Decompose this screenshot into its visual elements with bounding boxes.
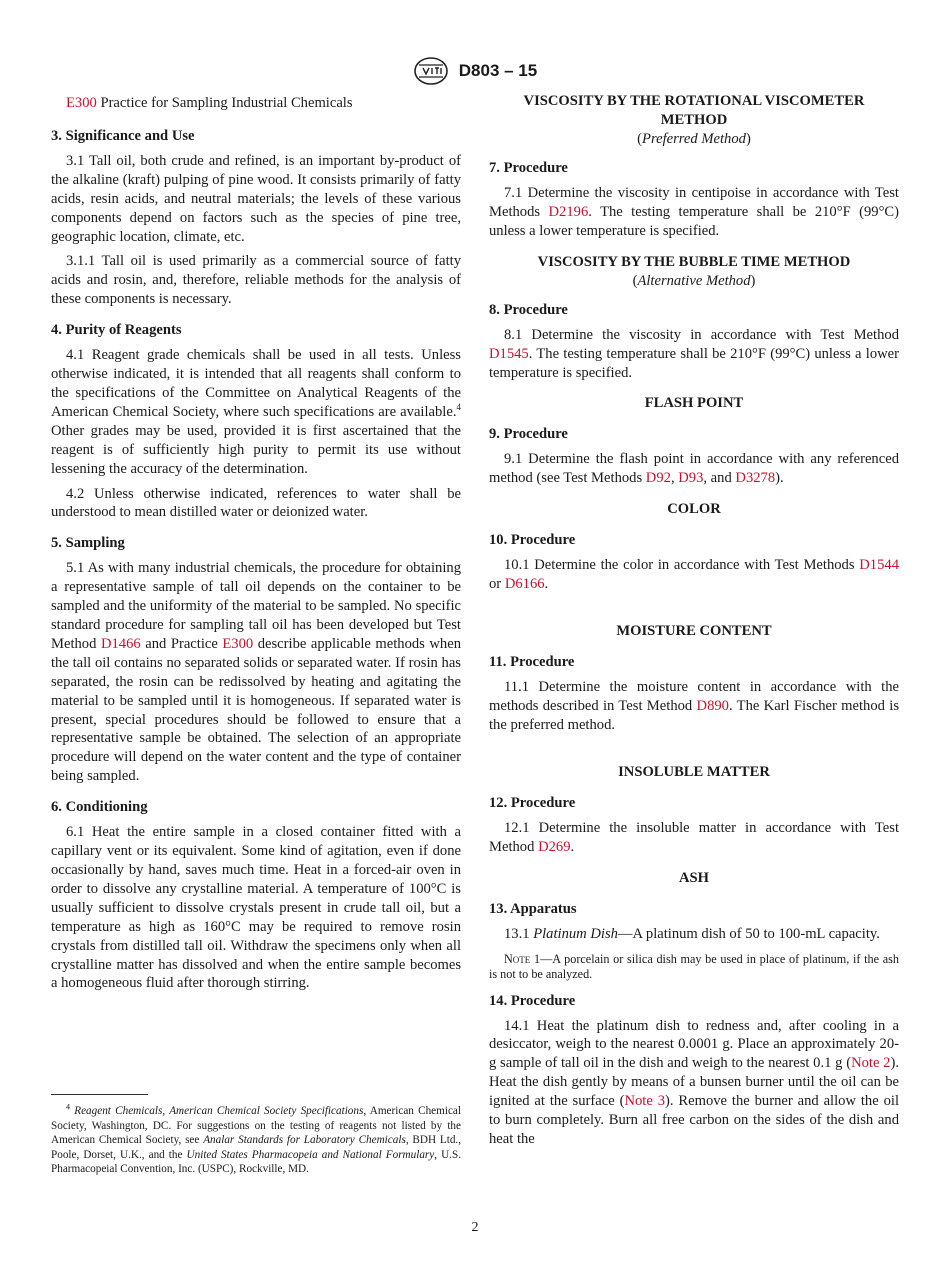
footnote: $^4$ Reagent Chemicals, American Chemical Society Specifications, American Chemical Society, Washington, DC. For suggestions on the testing of reagents not listed by the American Chemical Society, see Analar Standards for Laboratory Chemicals, BDH Ltd., Poole, Dorset, U.K., and the United States Pharmacopeia and National Formulary, U.S. Pharmacopeial Convention, Inc. (USPC), Rockville, MD. (51, 1102, 462, 1176)
method-title: VISCOSITY BY THE ROTATIONAL VISCOMETER METHOD (523, 93, 865, 128)
paragraph: 3.1 Tall oil, both crude and refined, is an important by-product of the alkaline (kraft) pulping of pine wood. It consists primarily of fatty acids, resin acids, and neutral materials; the levels of these various components depend on factors such as the species of pine tree, geographic location, climate, etc. (51, 152, 461, 245)
method-title: INSOLUBLE MATTER (618, 763, 770, 780)
section-11 (489, 653, 899, 735)
note-1: Note 1—A porcelain or silica dish may be used in place of platinum, if the ash is not to be analyzed. (489, 951, 899, 981)
left-column (51, 92, 461, 999)
link-d1544[interactable]: D1544 (859, 557, 899, 574)
link-d1545[interactable]: D1545 (489, 345, 529, 362)
document-designation: D803 – 15 (458, 61, 538, 80)
section-12 (489, 794, 899, 857)
section-14 (489, 992, 899, 1149)
method-title: MOISTURE CONTENT (616, 623, 772, 640)
link-note-2[interactable]: Note 2 (851, 1055, 891, 1072)
section-heading: 7. Procedure (489, 160, 568, 176)
section-heading: 14. Procedure (489, 992, 576, 1009)
method-subtitle: (Preferred Method) (637, 131, 751, 147)
section-10 (489, 531, 899, 594)
section-heading: 4. Purity of Reagents (51, 322, 182, 339)
reference-e300 (66, 94, 461, 113)
link-d92[interactable]: D92 (645, 470, 671, 487)
footnote-divider (51, 1094, 148, 1095)
link-e300[interactable]: E300 (66, 95, 97, 111)
paragraph: 9.1 Determine the flash point in accordance with any referenced method (see Test Methods D92, D93, and D3278). (489, 451, 899, 487)
section-heading: 3. Significance and Use (51, 127, 195, 144)
paragraph: 6.1 Heat the entire sample in a closed container fitted with a capillary vent or its equivalent. Some kind of agitation, even if done occasionally by hand, saves much time. Heat in a forced-air oven in order to dissolve any crystalline material. A temperature of 100°C is usually sufficient to dissolve crystals present in crude tall oil, but a temperature as high as 160°C may be required to remove rosin crystals from distilled tall oil. Withdraw the specimens only when all crystalline matter has dissolved and when the entire sample becomes a homogeneous fluid after thorough stirring. (51, 824, 461, 992)
section-heading: 6. Conditioning (51, 799, 148, 816)
paragraph: 5.1 As with many industrial chemicals, the procedure for obtaining a representative sample of tall oil depends on the container to be sampled and the uniformity of the material to be sampled. No specific standard procedure for sampling tall oil has been developed but Test Method D1466 and Practice E300 describe applicable methods when the tall oil contains no separated solids or separated water. If rosin has separated, the rosin can be redissolved by heating and agitating the material to be sampled until it is homogeneous. If separated water is present, special procedures should be followed to ensure that a representative sample be obtained. The selection of an appropriate procedure will depend on the water content and the type of container being sampled. (51, 560, 461, 785)
paragraph: 10.1 Determine the color in accordance with Test Methods D1544 or D6166. (489, 557, 899, 593)
paragraph: 13.1 Platinum Dish—A platinum dish of 50 to 100-mL capacity. (504, 925, 880, 942)
section-8 (489, 301, 899, 383)
page-header (0, 56, 950, 86)
section-6 (51, 798, 461, 993)
paragraph: 8.1 Determine the viscosity in accordance with Test Method D1545. The testing temperature shall be 210°F (99°C) unless a lower temperature is specified. (489, 326, 899, 381)
paragraph: 4.1 Reagent grade chemicals shall be used in all tests. Unless otherwise indicated, it is intended that all reagents shall conform to the specifications of the Committee on Analytical Reagents of the American Chemical Society, where such specifications are available.$^4$ Other grades may be used, provided it is first ascertained that the reagent is of sufficiently high purity to permit its use without lessening the accuracy of the determination. (51, 347, 461, 477)
link-d1466[interactable]: D1466 (100, 635, 141, 652)
link-d269[interactable]: D269 (538, 838, 571, 855)
method-title: COLOR (667, 501, 721, 518)
section-heading: 5. Sampling (51, 535, 125, 552)
section-heading: 8. Procedure (489, 301, 568, 318)
method-subtitle: (Alternative Method) (632, 272, 756, 289)
section-7 (489, 159, 899, 241)
page-number: 2 (471, 1220, 479, 1235)
method-title: FLASH POINT (644, 395, 744, 412)
method-title: ASH (678, 869, 709, 886)
astm-logo-icon (413, 56, 449, 86)
section-heading: 11. Procedure (489, 654, 575, 671)
link-d890[interactable]: D890 (696, 697, 729, 714)
section-heading: 9. Procedure (489, 426, 568, 443)
section-9 (489, 425, 899, 488)
paragraph: 12.1 Determine the insoluble matter in accordance with Test Method D269. (489, 819, 899, 855)
link-d6166[interactable]: D6166 (504, 576, 545, 593)
section-heading: 10. Procedure (489, 532, 576, 549)
paragraph: 4.2 Unless otherwise indicated, references to water shall be understood to mean distilled water or deionized water. (51, 485, 461, 521)
section-3 (51, 127, 461, 309)
paragraph: 3.1.1 Tall oil is used primarily as a commercial source of fatty acids and rosin, and, therefore, reliable methods for the analysis of these components is necessary. (51, 253, 461, 308)
footnote-ref[interactable]: 4 (456, 402, 461, 413)
section-heading: 12. Procedure (489, 794, 576, 811)
method-title: VISCOSITY BY THE BUBBLE TIME METHOD (537, 253, 851, 270)
link-d2196[interactable]: D2196 (548, 203, 589, 220)
section-13 (489, 900, 899, 982)
paragraph: 7.1 Determine the viscosity in centipoise in accordance with Test Methods D2196. The testing temperature shall be 210°F (99°C) unless a lower temperature is specified. (489, 185, 899, 239)
paragraph: 14.1 Heat the platinum dish to redness and, after cooling in a desiccator, weigh to the nearest 0.0001 g. Place an approximately 20-g sample of tall oil in the dish and weigh to the nearest 0.1 g (Note 2). Heat the dish gently by means of a bunsen burner until the oil can be ignited at the surface (Note 3). Remove the burner and allow the oil to burn completely. Burn all free carbon on the sides of the dish and heat the (489, 1017, 899, 1147)
link-d3278[interactable]: D3278 (735, 470, 776, 487)
reference-title: Practice for Sampling Industrial Chemicals (96, 95, 353, 111)
paragraph: 11.1 Determine the moisture content in accordance with the methods described in Test Method D890. The Karl Fischer method is the preferred method. (489, 679, 899, 733)
section-4 (51, 321, 461, 522)
link-d93[interactable]: D93 (678, 470, 704, 487)
section-5 (51, 534, 461, 786)
link-note-3[interactable]: Note 3 (624, 1093, 665, 1110)
right-column (489, 92, 899, 1155)
link-e300[interactable]: E300 (222, 635, 254, 652)
section-heading: 13. Apparatus (489, 900, 577, 917)
